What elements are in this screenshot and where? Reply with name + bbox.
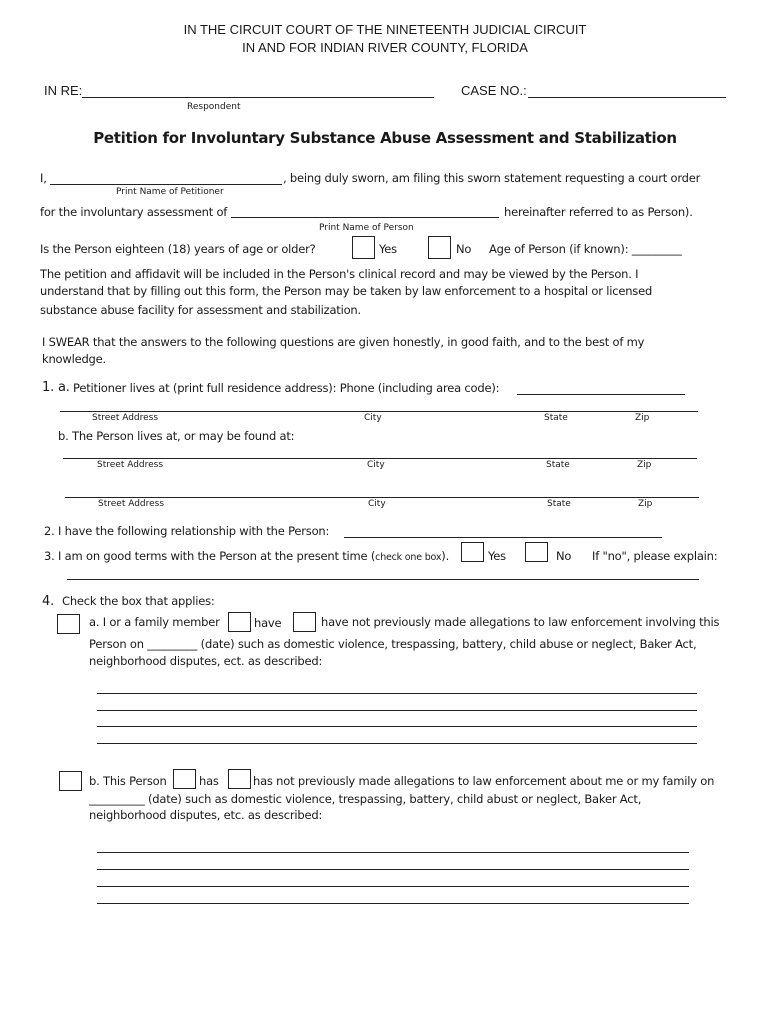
q1-a-text: Petitioner lives at (print full residence address): Phone (including area code): bbox=[73, 381, 500, 395]
q4a-line3: neighborhood disputes, ect. as described: bbox=[89, 654, 323, 668]
sworn-text: , being duly sworn, am filing this sworn statement requesting a court order bbox=[283, 171, 701, 185]
q4-number: 4. bbox=[42, 594, 55, 609]
swear-line1: I SWEAR that the answers to the following questions are given honestly, in good faith, and to the best of my bbox=[42, 335, 645, 349]
age-yes-label: Yes bbox=[379, 242, 397, 256]
q4a-have-not-label: have not previously made allegations to law enforcement involving this bbox=[321, 615, 720, 629]
good-terms-yes-checkbox[interactable] bbox=[461, 542, 484, 562]
q4b-line3: neighborhood disputes, etc. as described: bbox=[89, 808, 323, 822]
case-no-field[interactable] bbox=[528, 97, 726, 98]
q1-number: 1. a. bbox=[42, 380, 70, 395]
petitioner-address-field[interactable] bbox=[60, 411, 698, 412]
city-caption: City bbox=[368, 499, 386, 509]
zip-caption: Zip bbox=[637, 460, 652, 470]
q4a-line2: Person on _________ (date) such as domestic violence, trespassing, battery, child abuse or neglect, Baker Act, bbox=[89, 637, 697, 651]
q4b-description-line-4[interactable] bbox=[97, 903, 689, 904]
print-name-petitioner-caption: Print Name of Petitioner bbox=[116, 187, 224, 197]
age-no-label: No bbox=[456, 242, 472, 256]
city-caption: City bbox=[367, 460, 385, 470]
q4a-have-not-checkbox[interactable] bbox=[293, 612, 316, 632]
court-name-line1: IN THE CIRCUIT COURT OF THE NINETEENTH JUDICIAL CIRCUIT bbox=[183, 22, 587, 37]
zip-caption: Zip bbox=[638, 499, 653, 509]
good-terms-no-label: No bbox=[556, 549, 572, 563]
respondent-caption: Respondent bbox=[187, 102, 241, 112]
q4a-description-line-4[interactable] bbox=[97, 743, 697, 744]
state-caption: State bbox=[544, 413, 568, 423]
good-terms-yes-label: Yes bbox=[488, 549, 506, 563]
person-address-field-2[interactable] bbox=[65, 497, 699, 498]
q4b-has-checkbox[interactable] bbox=[173, 769, 196, 789]
assessment-text: for the involuntary assessment of bbox=[40, 205, 228, 219]
state-caption: State bbox=[546, 460, 570, 470]
age-question: Is the Person eighteen (18) years of age or older? bbox=[40, 242, 316, 256]
state-caption: State bbox=[547, 499, 571, 509]
explain-field[interactable] bbox=[67, 579, 699, 580]
q4a-checkbox[interactable] bbox=[57, 614, 80, 634]
petitioner-phone-field[interactable] bbox=[517, 394, 685, 395]
street-caption: Street Address bbox=[92, 413, 159, 423]
relationship-field[interactable] bbox=[344, 537, 662, 538]
q4a-have-checkbox[interactable] bbox=[228, 612, 251, 632]
q4-text: Check the box that applies: bbox=[62, 594, 215, 608]
q1-a-label: a. bbox=[57, 380, 70, 395]
in-re-field[interactable] bbox=[82, 97, 434, 98]
q4b-description-line-3[interactable] bbox=[97, 886, 689, 887]
q4b-has-not-label: has not previously made allegations to law enforcement about me or my family on bbox=[253, 774, 715, 788]
q4b-line2: __________ (date) such as domestic violence, trespassing, battery, child abust or neglect, Baker Act, bbox=[89, 792, 642, 806]
age-known-label: Age of Person (if known): _________ bbox=[489, 242, 682, 256]
zip-caption: Zip bbox=[635, 413, 650, 423]
notice-line3: substance abuse facility for assessment and stabilization. bbox=[40, 303, 361, 317]
explain-label: If "no", please explain: bbox=[592, 549, 718, 563]
street-caption: Street Address bbox=[97, 460, 164, 470]
good-terms-no-checkbox[interactable] bbox=[525, 542, 548, 562]
q4b-has-label: has bbox=[199, 774, 219, 788]
swear-line2: knowledge. bbox=[42, 352, 106, 366]
age-no-checkbox[interactable] bbox=[428, 236, 451, 259]
q4a-description-line-3[interactable] bbox=[97, 726, 697, 727]
q3-text: 3. I am on good terms with the Person at the present time (check one box). bbox=[44, 549, 450, 563]
q4b-description-line-2[interactable] bbox=[97, 869, 689, 870]
i-label: I, bbox=[40, 171, 47, 185]
q4a-have-label: have bbox=[254, 616, 282, 630]
q4b-description-line-1[interactable] bbox=[97, 852, 689, 853]
q1-b-text: b. The Person lives at, or may be found at: bbox=[58, 429, 295, 443]
hereinafter-text: hereinafter referred to as Person). bbox=[504, 205, 693, 219]
check-one-note: check one box bbox=[375, 552, 442, 563]
notice-line2: understand that by filling out this form, the Person may be taken by law enforcement to a hospital or licensed bbox=[40, 284, 653, 298]
q4b-label: b. This Person bbox=[89, 774, 167, 788]
q4a-description-line-1[interactable] bbox=[97, 693, 697, 694]
in-re-label: IN RE: bbox=[44, 83, 83, 98]
q2-text: 2. I have the following relationship with the Person: bbox=[44, 524, 330, 538]
petitioner-name-field[interactable] bbox=[50, 184, 282, 185]
court-name-line2: IN AND FOR INDIAN RIVER COUNTY, FLORIDA bbox=[242, 40, 528, 55]
notice-line1: The petition and affidavit will be included in the Person's clinical record and may be viewed by the Person. I bbox=[40, 267, 639, 281]
city-caption: City bbox=[364, 413, 382, 423]
form-title: Petition for Involuntary Substance Abuse Assessment and Stabilization bbox=[93, 129, 677, 147]
q4a-description-line-2[interactable] bbox=[97, 710, 697, 711]
person-name-field[interactable] bbox=[231, 217, 499, 218]
print-name-person-caption: Print Name of Person bbox=[319, 223, 414, 233]
q4a-label: a. I or a family member bbox=[89, 615, 220, 629]
case-no-label: CASE NO.: bbox=[461, 83, 527, 98]
age-yes-checkbox[interactable] bbox=[352, 236, 375, 259]
q4b-checkbox[interactable] bbox=[59, 771, 82, 791]
person-address-field-1[interactable] bbox=[63, 458, 697, 459]
q4b-has-not-checkbox[interactable] bbox=[228, 769, 251, 789]
street-caption: Street Address bbox=[98, 499, 165, 509]
